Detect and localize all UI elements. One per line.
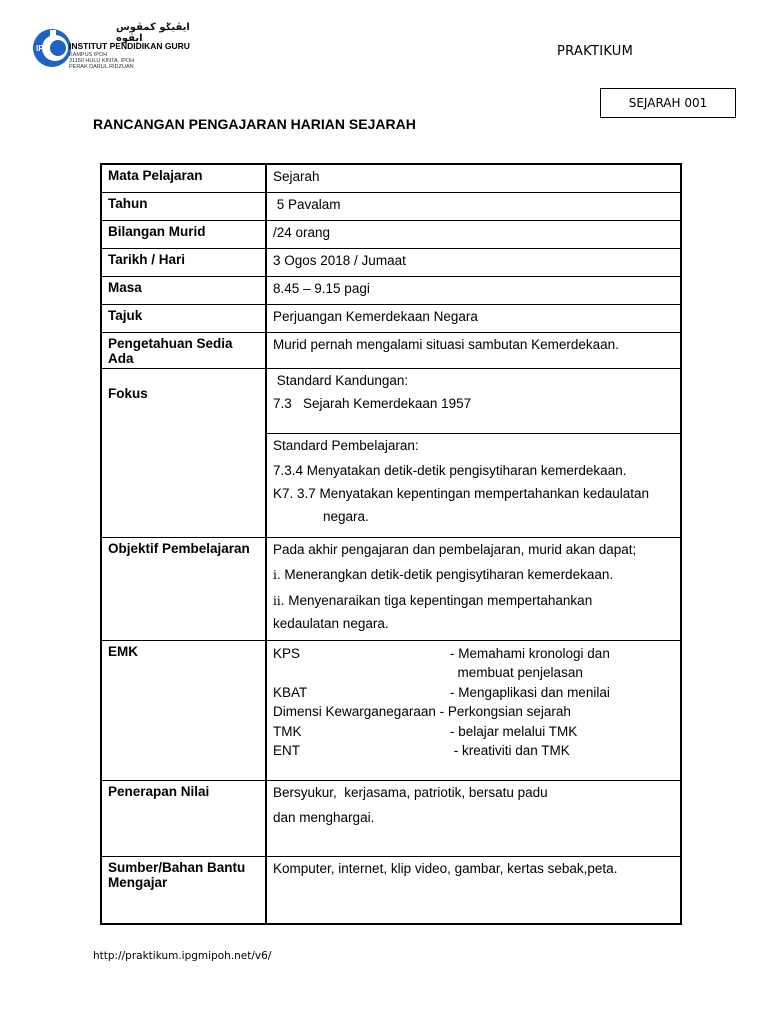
objektif-item-1: Menerangkan detik-detik pengisytiharan kemerdekaan. (280, 566, 614, 582)
emk-key: KPS (273, 645, 301, 661)
emk-item (273, 683, 674, 703)
label-pengetahuan-sedia-ada: Pengetahuan Sedia Ada (101, 332, 266, 368)
table-row (101, 332, 681, 368)
value-standard-pembelajaran (266, 433, 681, 537)
table-row (101, 304, 681, 332)
objektif-item-2-num: ii. (273, 593, 285, 608)
table-row (101, 368, 681, 433)
sp-item-1: 7.3.4 Menyatakan detik-detik pengisytiharan kemerdekaan. (273, 462, 627, 478)
label-masa: Masa (101, 276, 266, 304)
table-row (101, 856, 681, 924)
logo-sub-line: PERAK DARUL RIDZUAN (69, 64, 134, 70)
value-penerapan-nilai (266, 780, 681, 856)
objektif-item-2-cont: kedaulatan negara. (273, 615, 389, 631)
logo-arabic-text: ايڤيݢو كمڤوس ايڤوه (116, 22, 190, 44)
emk-item (273, 644, 674, 664)
praktikum-label: PRAKTIKUM (557, 44, 634, 59)
emk-desc: - Memahami kronologi dan (450, 645, 610, 661)
emk-item-cont (273, 663, 674, 683)
label-penerapan-nilai: Penerapan Nilai (101, 780, 266, 856)
nilai-line-1: Bersyukur, kerjasama, patriotik, bersatu padu (273, 784, 548, 800)
emk-key: TMK (273, 723, 302, 739)
logo-title: INSTITUT PENDIDIKAN GURU (69, 41, 190, 51)
value-tarikh: 3 Ogos 2018 / Jumaat (266, 248, 681, 276)
emk-item (273, 702, 674, 722)
subject-code: SEJARAH 001 (628, 96, 708, 110)
value-pengetahuan-sedia-ada: Murid pernah mengalami situasi sambutan Kemerdekaan. (266, 332, 681, 368)
label-tarikh: Tarikh / Hari (101, 248, 266, 276)
emk-key: ENT (273, 743, 300, 758)
objektif-item-1-num: i. (273, 567, 281, 582)
value-tahun: 5 Pavalam (266, 192, 681, 220)
sp-item-2: K7. 3.7 Menyatakan kepentingan mempertahankan kedaulatan (273, 485, 650, 501)
lesson-plan-table (100, 163, 682, 925)
value-sumber: Komputer, internet, klip video, gambar, kertas sebak,peta. (266, 856, 681, 924)
value-objektif (266, 537, 681, 640)
value-bilangan-murid: /24 orang (266, 220, 681, 248)
footer-url: http://praktikum.ipgmipoh.net/v6/ (93, 950, 272, 962)
table-row (101, 780, 681, 856)
label-emk: EMK (101, 640, 266, 780)
sp-item-2-cont: negara. (323, 508, 369, 524)
label-tajuk: Tajuk (101, 304, 266, 332)
label-bilangan-murid: Bilangan Murid (101, 220, 266, 248)
value-mata-pelajaran: Sejarah (266, 164, 681, 192)
logo-sub-line: KAMPUS IPOH (69, 52, 108, 58)
document-title: RANCANGAN PENGAJARAN HARIAN SEJARAH (93, 116, 416, 132)
emk-desc-cont: membuat penjelasan (450, 665, 583, 680)
emk-item (273, 741, 674, 761)
table-row (101, 640, 681, 780)
label-tahun: Tahun (101, 192, 266, 220)
value-tajuk: Perjuangan Kemerdekaan Negara (266, 304, 681, 332)
subject-code-box (600, 88, 736, 118)
sk-heading: Standard Kandungan: (273, 372, 409, 388)
sp-heading: Standard Pembelajaran: (273, 437, 419, 453)
label-fokus: Fokus (101, 368, 266, 537)
emk-desc: - Mengaplikasi dan menilai (450, 684, 610, 700)
label-objektif: Objektif Pembelajaran (101, 537, 266, 640)
emk-desc: - belajar melalui TMK (450, 723, 578, 739)
logo-sub-line: 31150 HULU KINTA, IPOH (69, 58, 135, 64)
value-standard-kandungan (266, 368, 681, 433)
value-masa: 8.45 – 9.15 pagi (266, 276, 681, 304)
objektif-intro: Pada akhir pengajaran dan pembelajaran, murid akan dapat; (273, 541, 637, 557)
sk-item: 7.3 Sejarah Kemerdekaan 1957 (273, 395, 472, 411)
table-row (101, 192, 681, 220)
nilai-line-2: dan menghargai. (273, 809, 375, 825)
table-row (101, 276, 681, 304)
table-row (101, 248, 681, 276)
emk-desc: - kreativiti dan TMK (450, 743, 570, 758)
table-row (101, 164, 681, 192)
table-row (101, 220, 681, 248)
table-row (101, 537, 681, 640)
emk-desc: - Perkongsian sejarah (439, 704, 571, 719)
label-sumber: Sumber/Bahan Bantu Mengajar (101, 856, 266, 924)
ipg-logo (32, 22, 202, 72)
objektif-item-2: Menyenaraikan tiga kepentingan mempertahankan (284, 592, 593, 608)
emk-key: Dimensi Kewarganegaraan (273, 704, 436, 719)
value-emk (266, 640, 681, 780)
label-mata-pelajaran: Mata Pelajaran (101, 164, 266, 192)
emk-key: KBAT (273, 684, 308, 700)
logo-badge: IPG (36, 44, 50, 53)
emk-item (273, 722, 674, 742)
